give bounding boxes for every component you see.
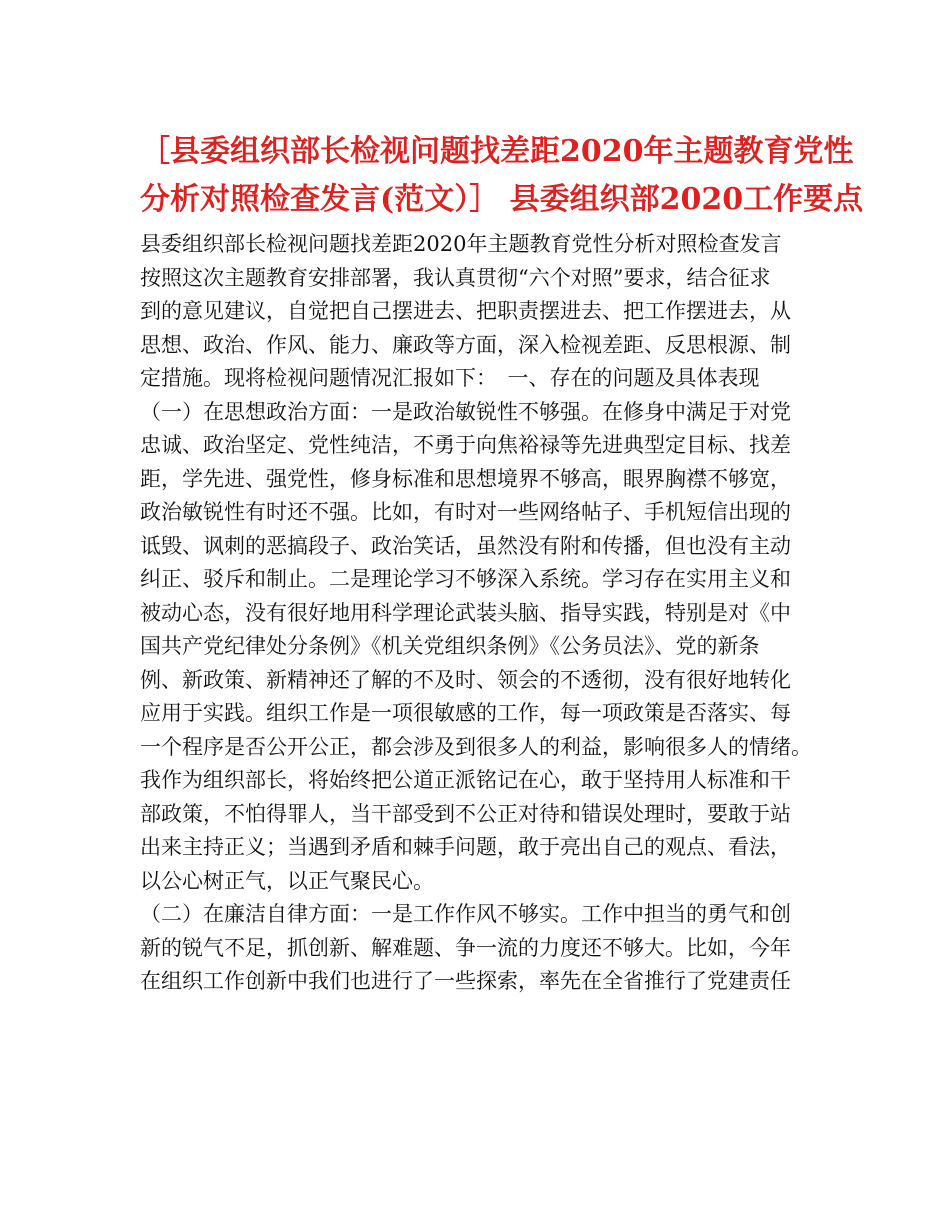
body-line: 政治敏锐性有时还不强。比如，有时对一些网络帖子、手机短信出现的 bbox=[140, 500, 791, 524]
body-line: 忠诚、政治坚定、党性纯洁，不勇于向焦裕禄等先进典型定目标、找差 bbox=[140, 433, 791, 457]
body-line: 按照这次主题教育安排部署，我认真贯彻“六个对照”要求，结合征求 bbox=[140, 265, 771, 290]
body-line: 被动心态，没有很好地用科学理论武装头脑、指导实践，特别是对《中 bbox=[140, 600, 791, 625]
body-line: 应用于实践。组织工作是一项很敏感的工作，每一项政策是否落实、每 bbox=[140, 701, 791, 725]
body-line: 以公心树正气，以正气聚民心。 bbox=[140, 868, 434, 893]
document-body bbox=[140, 228, 820, 999]
body-line: 县委组织部长检视问题找差距2020年主题教育党性分析对照检查发言 bbox=[140, 232, 782, 256]
document-title bbox=[140, 128, 864, 224]
body-line: （二）在廉洁自律方面：一是工作作风不够实。工作中担当的勇气和创 bbox=[140, 902, 791, 926]
body-line: 出来主持正义；当遇到矛盾和棘手问题，敢于亮出自己的观点、看法， bbox=[140, 835, 791, 859]
body-line: 新的锐气不足，抓创新、解难题、争一流的力度还不够大。比如，今年 bbox=[140, 935, 791, 960]
body-line: 到的意见建议，自觉把自己摆进去、把职责摆进去、把工作摆进去，从 bbox=[140, 299, 791, 323]
body-line: 纠正、驳斥和制止。二是理论学习不够深入系统。学习存在实用主义和 bbox=[140, 567, 791, 591]
body-line: 距，学先进、强党性，修身标准和思想境界不够高，眼界胸襟不够宽， bbox=[140, 466, 791, 491]
body-line: 国共产党纪律处分条例》《机关党组织条例》《公务员法》、党的新条 bbox=[140, 634, 760, 658]
title-line-2: 分析对照检查发言(范文）］ 县委组织部2020工作要点 bbox=[140, 182, 864, 217]
body-line: 例、新政策、新精神还了解的不及时、领会的不透彻，没有很好地转化 bbox=[140, 667, 791, 692]
body-line: 一个程序是否公开公正，都会涉及到很多人的利益，影响很多人的情绪。 bbox=[140, 734, 812, 759]
body-line: 思想、政治、作风、能力、廉政等方面，深入检视差距、反思根源、制 bbox=[140, 332, 791, 357]
body-line: 诋毁、讽刺的恶搞段子、政治笑话，虽然没有附和传播，但也没有主动 bbox=[140, 533, 791, 558]
body-line: 部政策，不怕得罪人，当干部受到不公正对待和错误处理时，要敢于站 bbox=[140, 801, 791, 826]
body-line: 在组织工作创新中我们也进行了一些探索，率先在全省推行了党建责任 bbox=[140, 969, 791, 993]
body-line: 我作为组织部长，将始终把公道正派铭记在心，敢于坚持用人标准和干 bbox=[140, 768, 791, 792]
body-line: 定措施。现将检视问题情况汇报如下： 一、存在的问题及具体表现 bbox=[140, 366, 760, 390]
title-line-1: ［县委组织部长检视问题找差距2020年主题教育党性 bbox=[140, 134, 854, 169]
body-line: （一）在思想政治方面：一是政治敏锐性不够强。在修身中满足于对党 bbox=[140, 399, 791, 424]
